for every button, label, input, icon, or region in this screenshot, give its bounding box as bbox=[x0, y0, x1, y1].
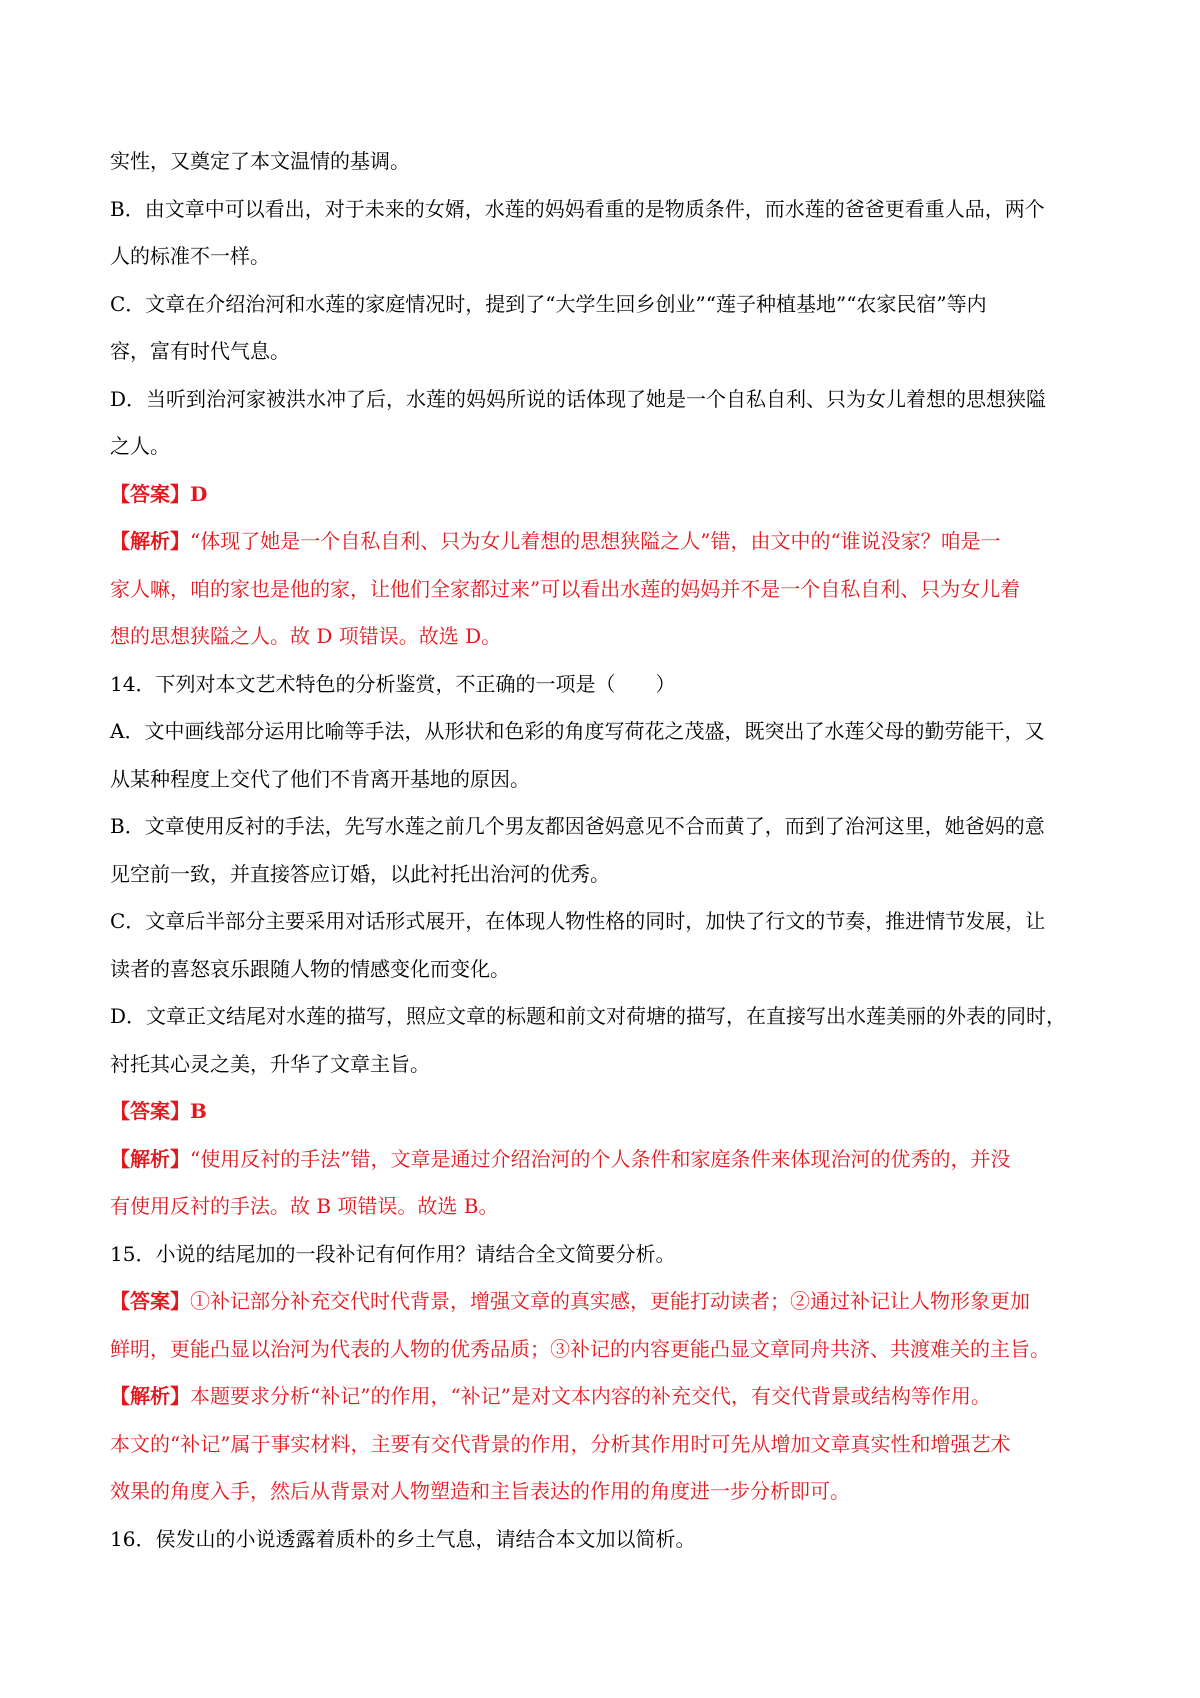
answer-label: 【答案】 bbox=[110, 1289, 190, 1313]
analysis-label: 【解析】 bbox=[110, 1384, 190, 1408]
analysis-text: “使用反衬的手法”错，文章是通过介绍治河的个人条件和家庭条件来体现治河的优秀的，并没 bbox=[190, 1146, 1011, 1171]
q13-analysis-line1 bbox=[110, 518, 1100, 566]
document-body bbox=[110, 138, 1100, 1563]
analysis-label: 【解析】 bbox=[110, 529, 190, 553]
q14-answer bbox=[110, 1088, 1100, 1136]
q14-analysis-line1 bbox=[110, 1136, 1100, 1184]
answer-label: 【答案】 bbox=[110, 1099, 190, 1123]
q14-option-c-line1: C．文章后半部分主要采用对话形式展开，在体现人物性格的同时，加快了行文的节奏，推进情节发展，让 bbox=[110, 909, 1046, 933]
q15-answer-line1 bbox=[110, 1278, 1100, 1326]
q13-option-b-line2: 人的标准不一样。 bbox=[110, 244, 270, 268]
analysis-label: 【解析】 bbox=[110, 1146, 190, 1171]
answer-value: B bbox=[190, 1099, 207, 1123]
q14-question: 14．下列对本文艺术特色的分析鉴赏，不正确的一项是（ ） bbox=[110, 671, 676, 696]
q14-option-a-line2: 从某种程度上交代了他们不肯离开基地的原因。 bbox=[110, 766, 530, 791]
q13-analysis-line3: 想的思想狭隘之人。故 D 项错误。故选 D。 bbox=[110, 624, 502, 648]
q15-answer-line2: 鲜明，更能凸显以治河为代表的人物的优秀品质；③补记的内容更能凸显文章同舟共济、共渡难关的主旨。 bbox=[110, 1336, 1050, 1361]
q13-option-c-line2: 容，富有时代气息。 bbox=[110, 339, 290, 363]
analysis-text: “体现了她是一个自私自利、只为女儿着想的思想狭隘之人”错，由文中的“谁说没家？咱是一 bbox=[190, 529, 1001, 553]
q13-answer bbox=[110, 471, 1100, 519]
answer-text: ①补记部分补充交代时代背景，增强文章的真实感，更能打动读者；②通过补记让人物形象更加 bbox=[190, 1289, 1030, 1313]
q14-option-d-line2: 衬托其心灵之美，升华了文章主旨。 bbox=[110, 1051, 430, 1076]
q14-option-b-line2: 见空前一致，并直接答应订婚，以此衬托出治河的优秀。 bbox=[110, 861, 610, 886]
q15-question: 15．小说的结尾加的一段补记有何作用？请结合全文简要分析。 bbox=[110, 1241, 676, 1266]
q14-option-d-line1: D．文章正文结尾对水莲的描写，照应文章的标题和前文对荷塘的描写，在直接写出水莲美丽的外表的同时， bbox=[110, 1004, 1067, 1028]
q13-option-d-line1: D．当听到治河家被洪水冲了后，水莲的妈妈所说的话体现了她是一个自私自利、只为女儿着想的思想狭隘 bbox=[110, 386, 1047, 411]
q13-option-c-line1: C．文章在介绍治河和水莲的家庭情况时，提到了“大学生回乡创业”“莲子种植基地”“农家民宿”等内 bbox=[110, 291, 987, 316]
q13-option-b-line1: B．由文章中可以看出，对于未来的女婿，水莲的妈妈看重的是物质条件，而水莲的爸爸更看重人品，两个 bbox=[110, 196, 1045, 221]
q14-option-a-line1: A．文中画线部分运用比喻等手法，从形状和色彩的角度写荷花之茂盛，既突出了水莲父母的勤劳能干，又 bbox=[110, 719, 1045, 743]
answer-value: D bbox=[190, 481, 208, 506]
q13-option-a-tail: 实性，又奠定了本文温情的基调。 bbox=[110, 149, 410, 173]
q13-option-d-line2: 之人。 bbox=[110, 434, 170, 458]
q14-analysis-line2: 有使用反衬的手法。故 B 项错误。故选 B。 bbox=[110, 1194, 499, 1218]
q13-analysis-line2: 家人嘛，咱的家也是他的家，让他们全家都过来”可以看出水莲的妈妈并不是一个自私自利、只为女儿着 bbox=[110, 576, 1021, 601]
q15-analysis-line1 bbox=[110, 1373, 1100, 1421]
q15-analysis-line2: 本文的“补记”属于事实材料，主要有交代背景的作用，分析其作用时可先从增加文章真实性和增强艺术 bbox=[110, 1431, 1011, 1456]
q15-analysis-line3: 效果的角度入手，然后从背景对人物塑造和主旨表达的作用的角度进一步分析即可。 bbox=[110, 1479, 850, 1503]
answer-label: 【答案】 bbox=[110, 481, 190, 506]
q16-question: 16．侯发山的小说透露着质朴的乡土气息，请结合本文加以简析。 bbox=[110, 1526, 696, 1551]
analysis-text: 本题要求分析“补记”的作用，“补记”是对文本内容的补充交代，有交代背景或结构等作用。 bbox=[190, 1384, 991, 1408]
q14-option-b-line1: B．文章使用反衬的手法，先写水莲之前几个男友都因爸妈意见不合而黄了，而到了治河这里，她爸妈的意 bbox=[110, 814, 1045, 838]
q14-option-c-line2: 读者的喜怒哀乐跟随人物的情感变化而变化。 bbox=[110, 956, 510, 981]
